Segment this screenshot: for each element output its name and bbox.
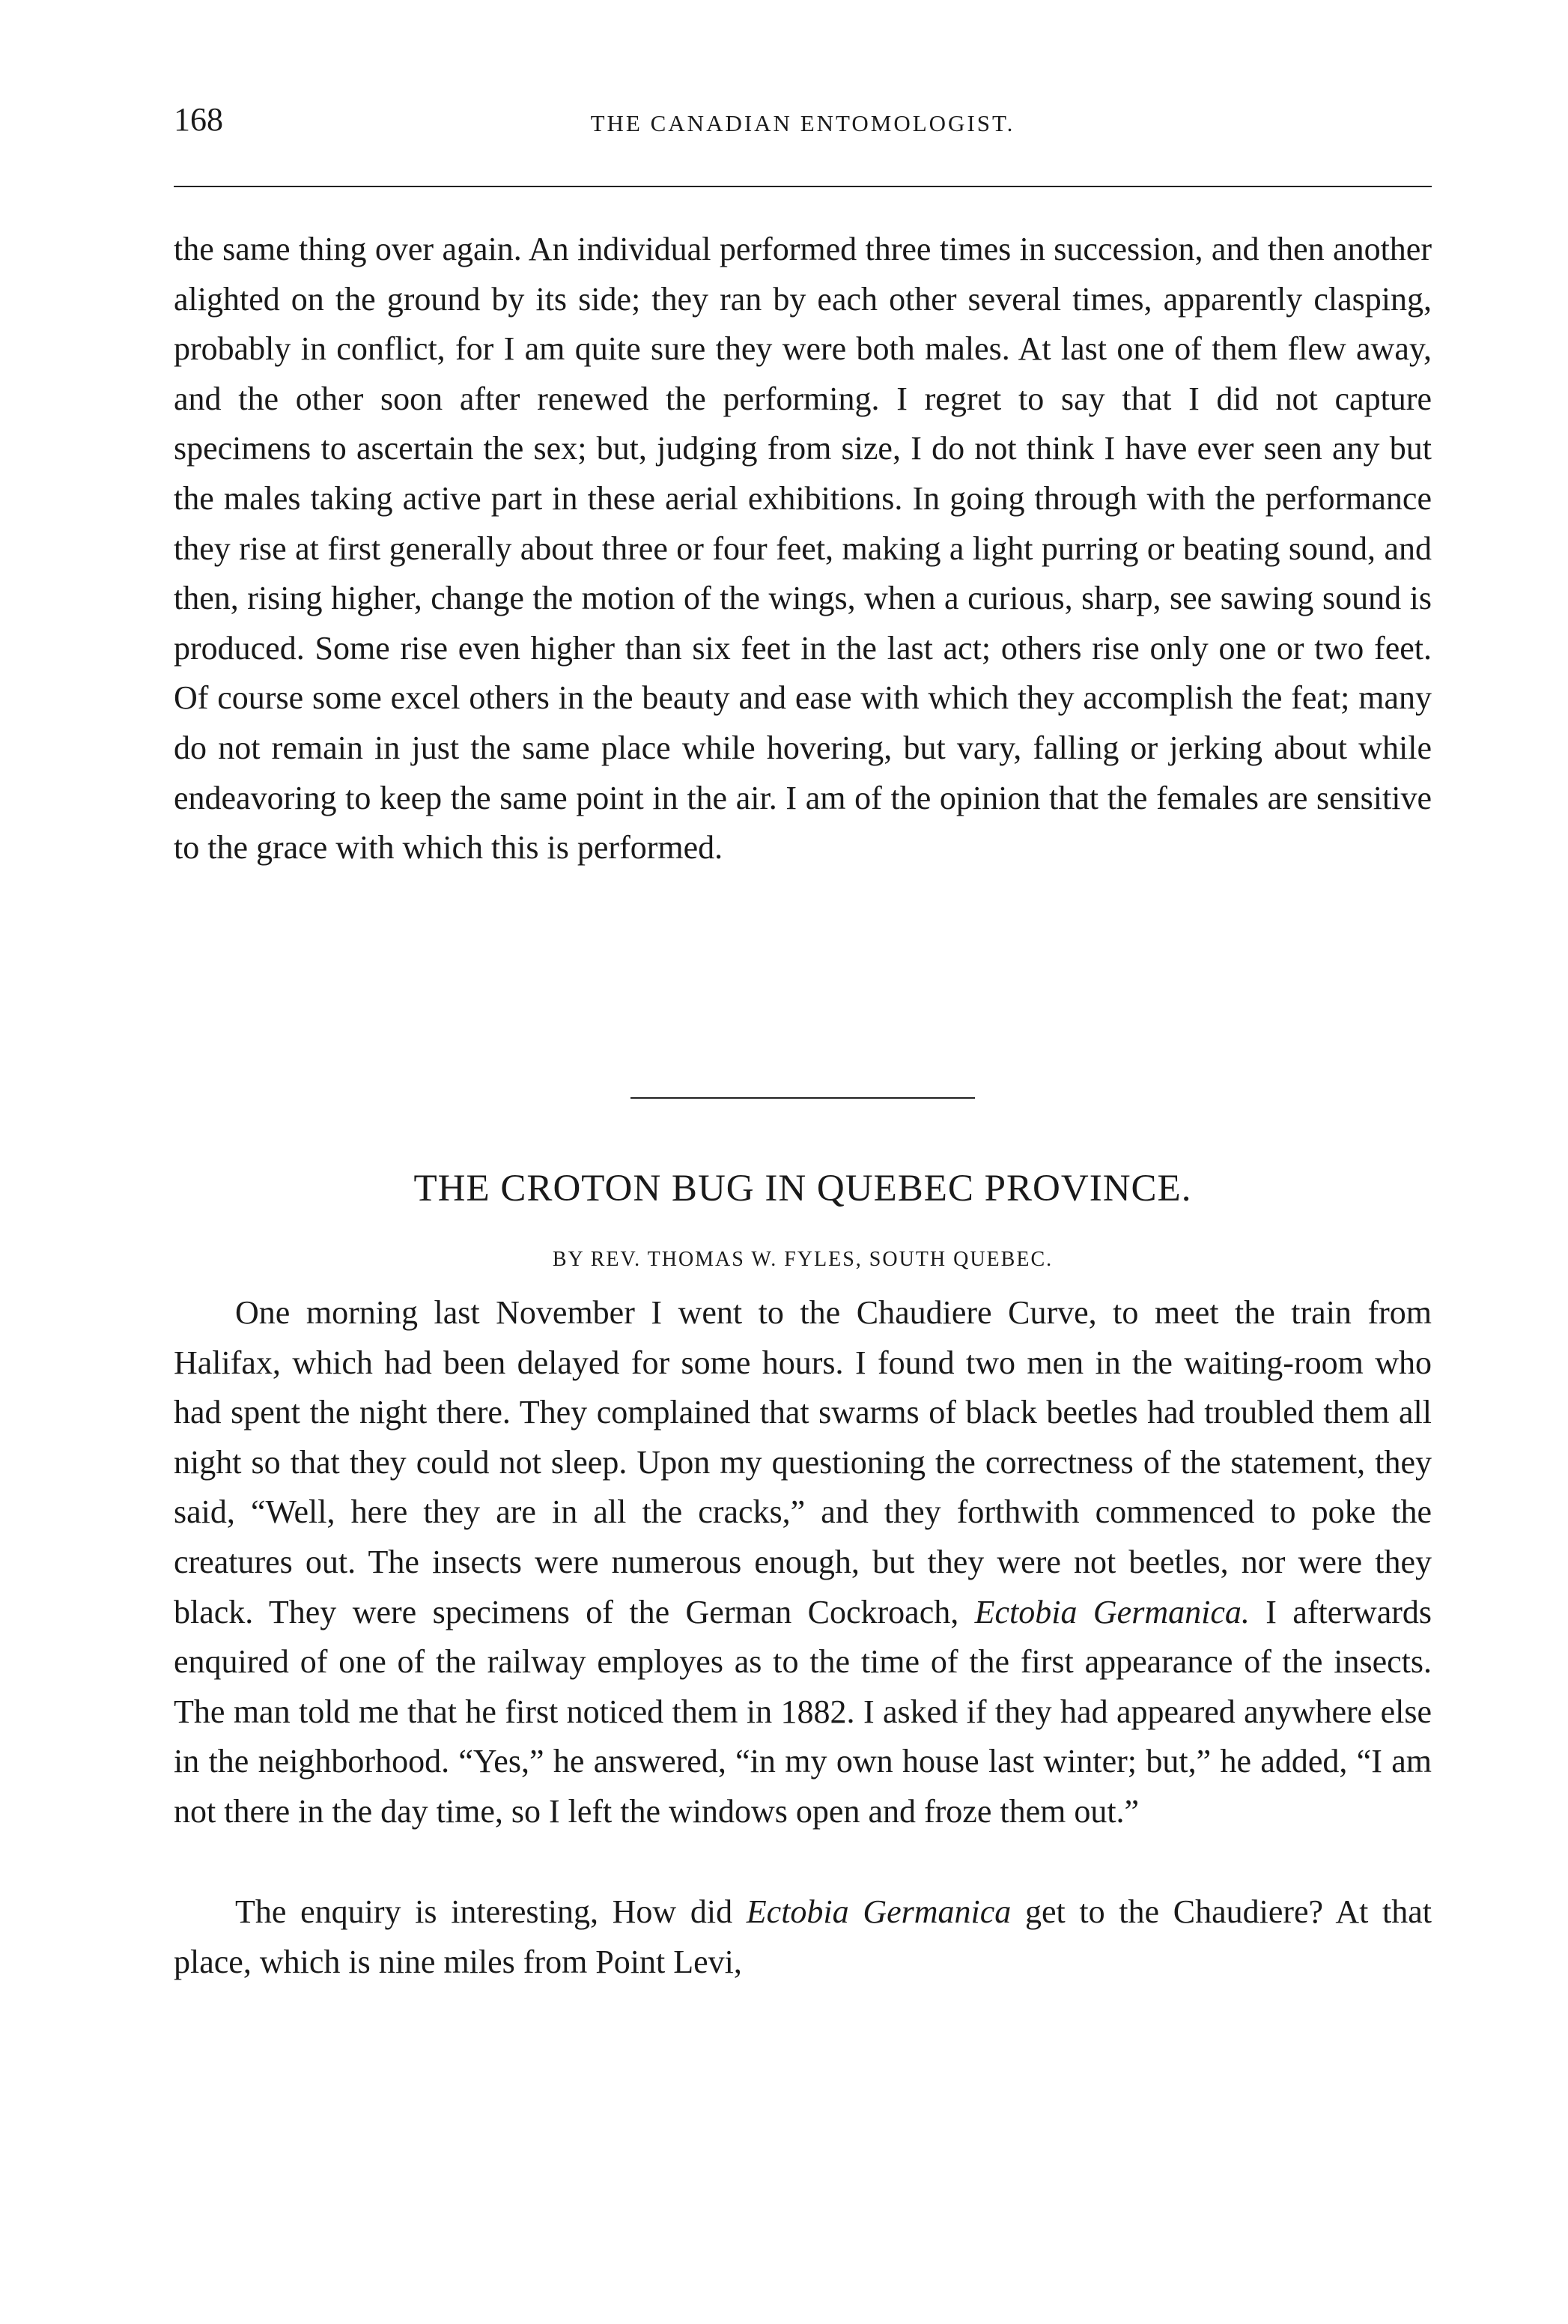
article-paragraph-1 (174, 1288, 1432, 1837)
article-byline: BY REV. THOMAS W. FYLES, SOUTH QUEBEC. (552, 1248, 1054, 1271)
article-paragraph-2 (174, 1887, 1432, 1987)
paragraph-2-text-b: get to the Chaudiere? At that place, which is nine miles from Point Levi, (174, 1893, 1432, 1980)
journal-page (174, 97, 1432, 1980)
article-title: THE CROTON BUG IN QUEBEC PROVINCE. (413, 1168, 1192, 1210)
species-name-2: Ectobia Germanica (746, 1893, 1012, 1930)
paragraph-1-text-b: I afterwards enquired of one of the railway employes as to the time of the first appearance of the insects. The man told me that he first noticed them in 1882. I asked if they had appeared anywhere else in the neighborhood. “Yes,” he answered, “in my own house last winter; but,” he added, “I am not there in the day time, so I left the windows open and froze them out.” (174, 1593, 1432, 1830)
paragraph-1-text-a: One morning last November I went to the Chaudiere Curve, to meet the train from Halifax, which had been delayed for some hours. I found two men in the waiting-room who had spent the night there. They complained that swarms of black beetles had troubled them all night so that they could not sleep. Upon my questioning the correctness of the statement, they said, “Well, here they are in all the cracks,” and they forthwith commenced to poke the creatures out. The insects were numerous enough, but they were not beetles, nor were they black. They were specimens of the German Cockroach, (174, 1294, 1432, 1630)
continued-paragraph: the same thing over again. An individual performed three times in succession, and then another alighted on the ground by its side; they ran by each other several times, apparently clasping, probably in conflict, for I am quite sure they were both males. At last one of them flew away, and the other soon after renewed the performing. I regret to say that I did not capture specimens to ascertain the sex; but, judging from size, I do not think I have ever seen any but the males taking active part in these aerial exhibitions. In going through with the performance they rise at first generally about three or four feet, making a light purring or beating sound, and then, rising higher, change the motion of the wings, when a curious, sharp, see sawing sound is produced. Some rise even higher than six feet in the last act; others rise only one or two feet. Of course some excel others in the beauty and ease with which they accomplish the feat; many do not remain in just the same place while hovering, but vary, falling or jerking about while endeavoring to keep the same point in the air. I am of the opinion that the females are sensitive to the grace with which this is performed. (174, 231, 1432, 867)
page-number: 168 (174, 101, 223, 138)
running-head (174, 97, 1432, 157)
paragraph-2-text-a: The enquiry is interesting, How did (235, 1893, 747, 1930)
header-rule (174, 186, 1432, 187)
species-name: Ectobia Germanica. (974, 1593, 1250, 1630)
journal-title: THE CANADIAN ENTOMOLOGIST. (590, 110, 1015, 136)
section-divider (630, 1097, 975, 1099)
